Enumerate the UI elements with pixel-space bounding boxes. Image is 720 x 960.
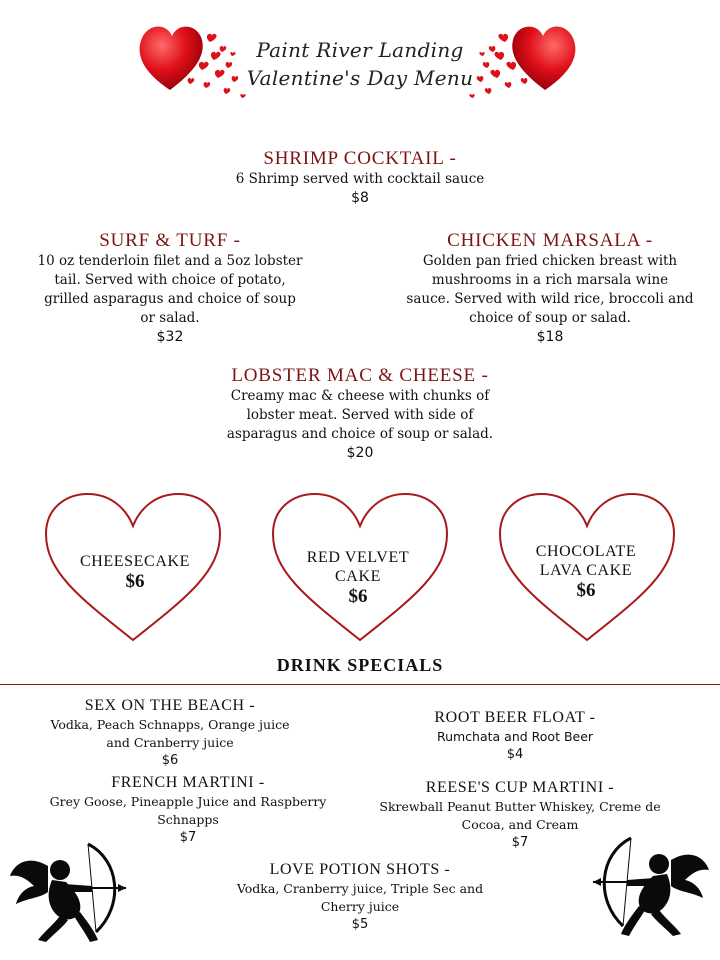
dessert-red-velvet-cake (283, 548, 433, 608)
dessert-price: $6 (125, 571, 145, 592)
dessert-chocolate-lava-cake (511, 542, 661, 602)
dish-description-line: asparagus and choice of soup or salad. (226, 426, 494, 442)
dish-price: $32 (156, 329, 184, 345)
drink-sex-on-the-beach (20, 696, 320, 770)
dessert-cheesecake (60, 552, 210, 593)
dish-name: SURF & TURF - (99, 230, 241, 251)
dish-description-line: Golden pan fried chicken breast with (422, 253, 678, 269)
dessert-name: CHEESECAKE (80, 553, 190, 570)
dessert-name: RED VELVET (306, 549, 410, 566)
drink-price: $7 (179, 830, 197, 845)
drink-price: $7 (511, 835, 529, 850)
dish-description-line: Creamy mac & cheese with chunks of (230, 388, 490, 404)
drink-description-line: Cherry juice (320, 899, 400, 914)
dish-description-line: 10 oz tenderloin filet and a 5oz lobster (37, 253, 303, 269)
drink-name: REESE'S CUP MARTINI - (425, 779, 615, 796)
dish-description-line: choice of soup or salad. (469, 310, 631, 326)
drink-price: $4 (506, 747, 524, 762)
menu-title (240, 36, 480, 92)
drink-description-line: and Cranberry juice (106, 735, 234, 750)
menu-subtitle: Valentine's Day Menu (246, 66, 474, 90)
drink-love-potion-shots (210, 860, 510, 934)
drink-description-line: Grey Goose, Pineapple Juice and Raspberry (49, 794, 327, 809)
dish-description-line: grilled asparagus and choice of soup (44, 291, 296, 307)
dish-name: CHICKEN MARSALA - (447, 230, 653, 251)
heart-cluster-icon-left (130, 12, 255, 107)
dish-description-line: sauce. Served with wild rice, broccoli and (406, 291, 694, 307)
drink-name: ROOT BEER FLOAT - (434, 709, 596, 726)
dish-chicken-marsala (385, 230, 715, 347)
dish-price: $20 (346, 445, 374, 461)
drink-root-beer-float (380, 708, 650, 764)
section-divider (0, 684, 720, 685)
drink-specials-heading: DRINK SPECIALS (276, 655, 444, 675)
cupid-icon-right (586, 830, 711, 945)
dessert-price: $6 (348, 586, 368, 607)
dish-name: LOBSTER MAC & CHEESE - (231, 365, 489, 386)
drink-description-line: Vodka, Peach Schnapps, Orange juice (50, 717, 290, 732)
dessert-name: CHOCOLATE (535, 543, 637, 560)
dessert-price: $6 (576, 580, 596, 601)
drink-name: FRENCH MARTINI - (111, 774, 265, 791)
drink-description-line: Schnapps (157, 812, 219, 827)
dish-price: $8 (351, 190, 369, 206)
dish-description-line: mushrooms in a rich marsala wine (431, 272, 669, 288)
drink-name: SEX ON THE BEACH - (84, 697, 256, 714)
dessert-name: CAKE (335, 568, 381, 585)
cupid-icon-left (8, 836, 133, 946)
dish-description-line: tail. Served with choice of potato, (54, 272, 286, 288)
drink-description-line: Vodka, Cranberry juice, Triple Sec and (236, 881, 484, 896)
dish-lobster-mac-and-cheese (190, 365, 530, 463)
drink-price: $5 (351, 917, 369, 932)
dish-description: 6 Shrimp served with cocktail sauce (235, 171, 485, 187)
dish-price: $18 (536, 329, 564, 345)
dish-description-line: or salad. (140, 310, 200, 326)
drink-description-line: Skrewball Peanut Butter Whiskey, Creme de (379, 799, 661, 814)
drink-description-line: Cocoa, and Cream (461, 817, 579, 832)
dish-surf-and-turf (10, 230, 330, 347)
drink-name: LOVE POTION SHOTS - (269, 861, 451, 878)
dish-shrimp-cocktail (160, 148, 560, 208)
drink-description-line: Rumchata and Root Beer (436, 729, 594, 744)
dish-name: SHRIMP COCKTAIL - (263, 148, 457, 169)
dessert-name: LAVA CAKE (539, 562, 633, 579)
restaurant-name: Paint River Landing (256, 38, 464, 62)
dish-description-line: lobster meat. Served with side of (246, 407, 474, 423)
drink-price: $6 (161, 753, 179, 768)
